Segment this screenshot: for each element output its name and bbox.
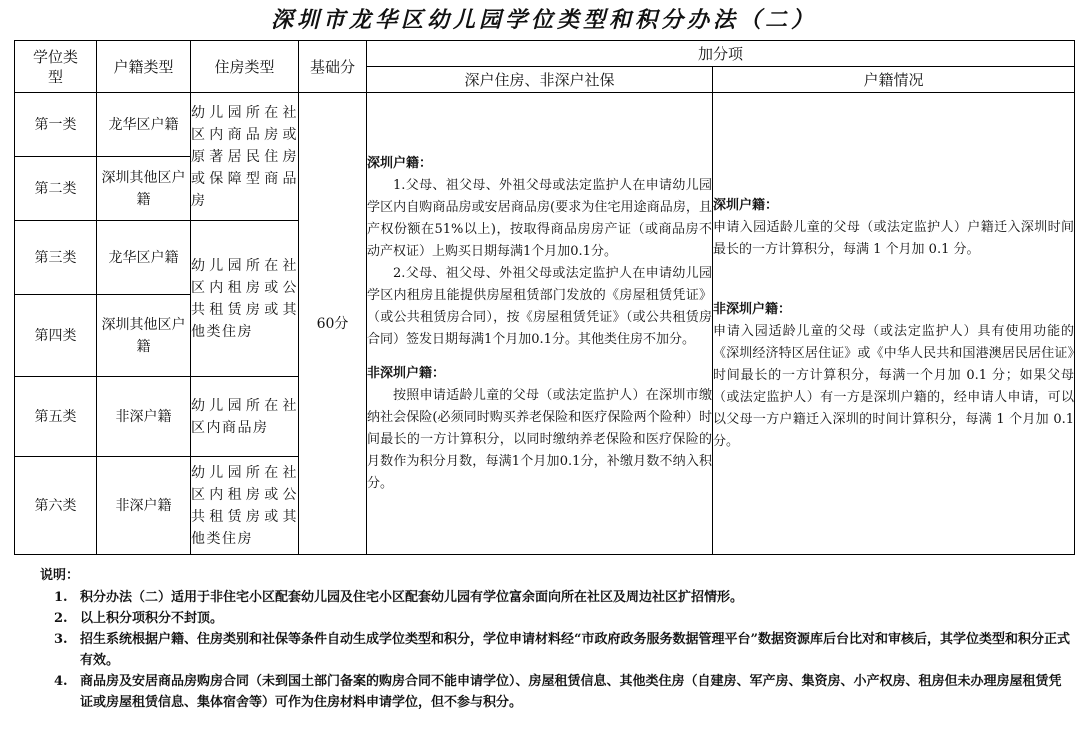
housing-cell: 幼儿园所在社区内商品房 <box>191 377 299 457</box>
list-item <box>54 629 1070 671</box>
header-base-score: 基础分 <box>299 41 367 93</box>
bonus-hukou-cell <box>713 93 1075 555</box>
category-cell: 第一类 <box>15 93 97 157</box>
hukou-cell: 龙华区户籍 <box>97 93 191 157</box>
bonus-paragraph: 1.父母、祖父母、外祖父母或法定监护人在申请幼儿园学区内自购商品房或安居商品房(要求为住宅用途商品房，且产权份额在51%以上)，按取得商品房房产证（或商品房不动产权证）上购买日期每满1个月加0.1分。 <box>367 177 712 259</box>
category-cell: 第三类 <box>15 221 97 295</box>
notes-list <box>40 587 1070 713</box>
hukou-cell: 非深户籍 <box>97 457 191 555</box>
bonus-paragraph: 申请入园适龄儿童的父母（或法定监护人）户籍迁入深圳时间最长的一方计算积分，每满 1 个月加 0.1 分。 <box>713 219 1075 257</box>
list-item <box>54 608 1070 629</box>
bonus-paragraph: 2.父母、祖父母、外祖父母或法定监护人在申请幼儿园学区内租房且能提供房屋租赁部门发放的《房屋租赁凭证》（或公共租赁房合同），按《房屋租赁凭证》（或公共租赁房合同）签发日期每满1个月加0.1分。其他类住房不加分。 <box>367 265 712 347</box>
base-score-cell: 60分 <box>299 93 367 555</box>
category-cell: 第六类 <box>15 457 97 555</box>
nsz-hukou-title: 非深圳户籍： <box>367 365 446 381</box>
header-housing-type: 住房类型 <box>191 41 299 93</box>
sz-hukou-title: 深圳户籍： <box>367 155 433 171</box>
note-text: 以上积分项积分不封顶。 <box>80 611 224 626</box>
bonus-housing-social-cell <box>367 93 713 555</box>
note-number: 2. <box>54 611 68 626</box>
hukou-cell: 深圳其他区户籍 <box>97 295 191 377</box>
points-table <box>14 40 1075 555</box>
hukou-cell: 深圳其他区户籍 <box>97 157 191 221</box>
housing-cell: 幼儿园所在社区内租房或公共租赁房或其他类住房 <box>191 457 299 555</box>
note-text: 商品房及安居商品房购房合同（未到国土部门备案的购房合同不能申请学位）、房屋租赁信息、其他类住房（自建房、军产房、集资房、小产权房、租房但未办理房屋租赁凭证或房屋租赁信息、集体宿舍等）可作为住房材料申请学位，但不参与积分。 <box>80 674 1062 710</box>
note-text: 积分办法（二）适用于非住宅小区配套幼儿园及住宅小区配套幼儿园有学位富余面向所在社区及周边社区扩招情形。 <box>80 590 744 605</box>
note-number: 4. <box>54 674 68 689</box>
housing-cell: 幼儿园所在社区内租房或公共租赁房或其他类住房 <box>191 221 299 377</box>
bonus-paragraph: 申请入园适龄儿童的父母（或法定监护人）具有使用功能的《深圳经济特区居住证》或《中华人民共和国港澳居民居住证》时间最长的一方计算积分，每满一个月加 0.1 分；如果父母（或法定监护人）有一方是深圳户籍的，经申请人申请，可以以父母一方户籍迁入深圳的时间计算积分，每满 1 个月加 0.1 分。 <box>713 323 1075 449</box>
hukou-cell: 龙华区户籍 <box>97 221 191 295</box>
note-text: 招生系统根据户籍、住房类别和社保等条件自动生成学位类型和积分，学位申请材料经“市政府政务服务数据管理平台”数据资源库后台比对和审核后，其学位类型和积分正式有效。 <box>80 632 1070 668</box>
hukou-cell: 非深户籍 <box>97 377 191 457</box>
note-number: 3. <box>54 632 68 647</box>
nsz-hukou-title: 非深圳户籍： <box>713 301 792 317</box>
header-bonus-housing-social: 深户住房、非深户社保 <box>367 67 713 93</box>
list-item <box>54 671 1070 713</box>
header-bonus-hukou: 户籍情况 <box>713 67 1075 93</box>
header-seat-type: 学位类型 <box>15 41 97 93</box>
header-bonus: 加分项 <box>367 41 1075 67</box>
table-row <box>15 93 1075 157</box>
sz-hukou-title: 深圳户籍： <box>713 197 779 213</box>
page-title: 深圳市龙华区幼儿园学位类型和积分办法（二） <box>270 7 817 33</box>
header-hukou-type: 户籍类型 <box>97 41 191 93</box>
housing-cell: 幼儿园所在社区内商品房或原著居民住房或保障型商品房 <box>191 93 299 221</box>
notes-section <box>40 565 1070 713</box>
list-item <box>54 587 1070 608</box>
note-number: 1. <box>54 590 68 605</box>
bonus-paragraph: 按照申请适龄儿童的父母（或法定监护人）在深圳市缴纳社会保险(必须同时购买养老保险和医疗保险两个险种）时间最长的一方计算积分，以同时缴纳养老保险和医疗保险的月数作为积分月数，每满1个月加0.1分，补缴月数不纳入积分。 <box>367 387 712 491</box>
category-cell: 第四类 <box>15 295 97 377</box>
notes-heading: 说明： <box>40 568 80 583</box>
category-cell: 第五类 <box>15 377 97 457</box>
category-cell: 第二类 <box>15 157 97 221</box>
